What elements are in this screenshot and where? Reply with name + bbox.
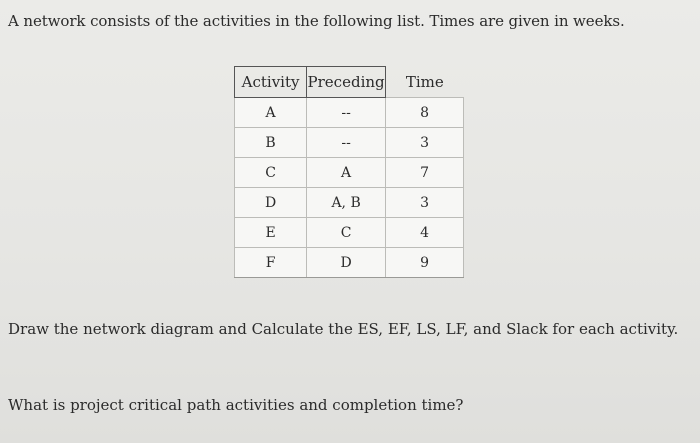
- cell-preceding: A, B: [307, 188, 386, 218]
- intro-text: A network consists of the activities in the following list. Times are given in weeks.: [8, 12, 625, 30]
- cell-activity: F: [235, 248, 307, 278]
- activity-table: [234, 66, 464, 278]
- table-row: [235, 218, 464, 248]
- cell-activity: A: [235, 98, 307, 128]
- table-header-row: [235, 67, 464, 98]
- cell-time: 9: [386, 248, 464, 278]
- header-time: Time: [405, 72, 444, 91]
- cell-preceding: D: [307, 248, 386, 278]
- cell-time: 3: [386, 188, 464, 218]
- cell-preceding: --: [307, 128, 386, 158]
- cell-time: 7: [386, 158, 464, 188]
- table-row: [235, 248, 464, 278]
- cell-preceding: --: [307, 98, 386, 128]
- cell-time: 8: [386, 98, 464, 128]
- header-activity: Activity: [235, 67, 307, 98]
- table-row: [235, 128, 464, 158]
- cell-preceding: C: [307, 218, 386, 248]
- cell-time: 4: [386, 218, 464, 248]
- table-row: [235, 188, 464, 218]
- question-network-diagram: Draw the network diagram and Calculate the ES, EF, LS, LF, and Slack for each activity.: [8, 320, 679, 338]
- cell-activity: C: [235, 158, 307, 188]
- cell-activity: D: [235, 188, 307, 218]
- header-preceding: Preceding: [307, 67, 386, 98]
- activity-table-container: [234, 66, 464, 278]
- cell-time: 3: [386, 128, 464, 158]
- question-critical-path: What is project critical path activities and completion time?: [8, 396, 464, 414]
- cell-preceding: A: [307, 158, 386, 188]
- cell-activity: B: [235, 128, 307, 158]
- cell-activity: E: [235, 218, 307, 248]
- table-row: [235, 98, 464, 128]
- table-row: [235, 158, 464, 188]
